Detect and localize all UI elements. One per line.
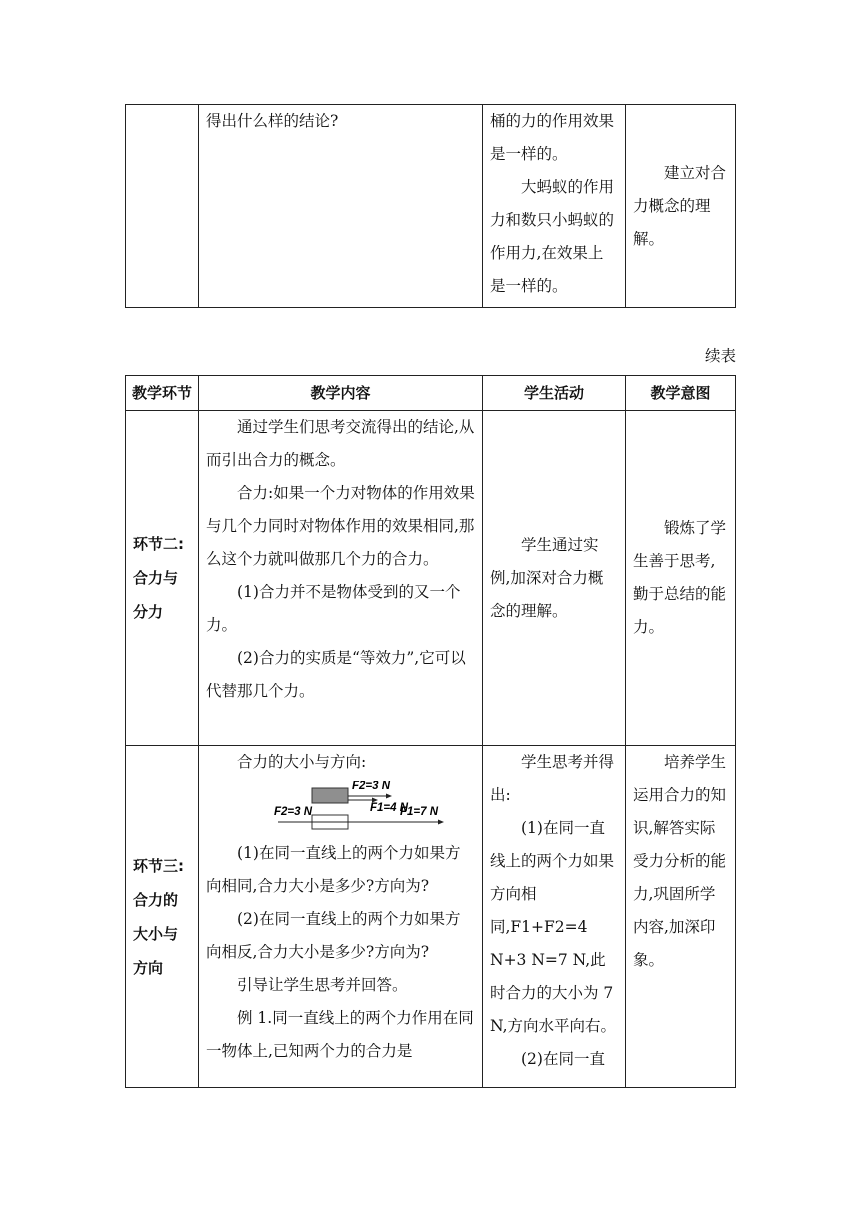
header-section: 教学环节 (126, 376, 199, 411)
section-title: 环节三:合力的大小与方向 (133, 856, 184, 977)
top-content-text: 得出什么样的结论? (206, 112, 339, 130)
top-student-cell (483, 105, 626, 308)
content-intro: 合力的大小与方向: (237, 753, 367, 771)
student-text: (1)在同一直线上的两个力如果方向相同,F1+F2=4 N+3 N=7 N,此时合力的大小为 7 N,方向水平向右。 (490, 819, 616, 1035)
student-cell (483, 411, 626, 746)
content-paragraph: 合力:如果一个力对物体的作用效果与几个力同时对物体作用的效果相同,那么这个力就叫做那几个力的合力。 (206, 484, 475, 568)
top-intent-cell (626, 105, 736, 308)
header-intent: 教学意图 (626, 376, 736, 411)
content-paragraph: 例 1.同一直线上的两个力作用在同一物体上,已知两个力的合力是 (206, 1009, 474, 1060)
header-content: 教学内容 (199, 376, 483, 411)
top-student-text-1: 桶的力的作用效果是一样的。 (490, 112, 615, 163)
label-f2-bottom: F2=3 N (274, 806, 313, 818)
intent-text: 培养学生运用合力的知识,解答实际受力分析的能力,巩固所学内容,加深印象。 (633, 753, 727, 969)
section-cell (126, 746, 199, 1088)
arrowhead-f2-top (386, 794, 392, 799)
label-f2-top: F2=3 N (352, 781, 391, 792)
student-text: (2)在同一直 (521, 1050, 605, 1068)
top-section-cell (126, 105, 199, 308)
content-paragraph: (1)在同一直线上的两个力如果方向相同,合力大小是多少?方向为? (206, 844, 461, 895)
label-f1-top: F1=4 N (370, 802, 409, 814)
intent-cell (626, 411, 736, 746)
content-paragraph: (2)合力的实质是“等效力”,它可以代替那几个力。 (206, 649, 466, 700)
lesson-table (125, 375, 736, 1088)
continued-label: 续表 (704, 347, 736, 365)
top-content-cell (199, 105, 483, 308)
section-title: 环节二:合力与分力 (133, 535, 184, 621)
student-text: 学生思考并得出: (490, 753, 615, 804)
content-cell (199, 411, 483, 746)
student-text: 学生通过实例,加深对合力概念的理解。 (490, 535, 604, 620)
table-row (126, 746, 736, 1088)
label-f1-bottom: F1=7 N (400, 806, 439, 818)
block-top (312, 788, 348, 803)
intent-text: 锻炼了学生善于思考,勤于总结的能力。 (633, 519, 727, 636)
content-paragraph: 引导让学生思考并回答。 (237, 976, 408, 994)
top-student-text-2: 大蚂蚁的作用力和数只小蚂蚁的作用力,在效果上是一样的。 (490, 178, 615, 295)
table-row (126, 411, 736, 746)
content-cell (199, 746, 483, 1088)
header-student: 学生活动 (483, 376, 626, 411)
intent-cell (626, 746, 736, 1088)
top-intent-text: 建立对合力概念的理解。 (633, 163, 727, 248)
section-cell (126, 411, 199, 746)
content-paragraph: (1)合力并不是物体受到的又一个力。 (206, 583, 461, 634)
student-cell (483, 746, 626, 1088)
content-paragraph: (2)在同一直线上的两个力如果方向相反,合力大小是多少?方向为? (206, 910, 461, 961)
arrowhead-bottom (438, 820, 444, 825)
top-table (125, 104, 736, 308)
force-diagram (268, 781, 448, 833)
content-paragraph: 通过学生们思考交流得出的结论,从而引出合力的概念。 (206, 418, 475, 469)
